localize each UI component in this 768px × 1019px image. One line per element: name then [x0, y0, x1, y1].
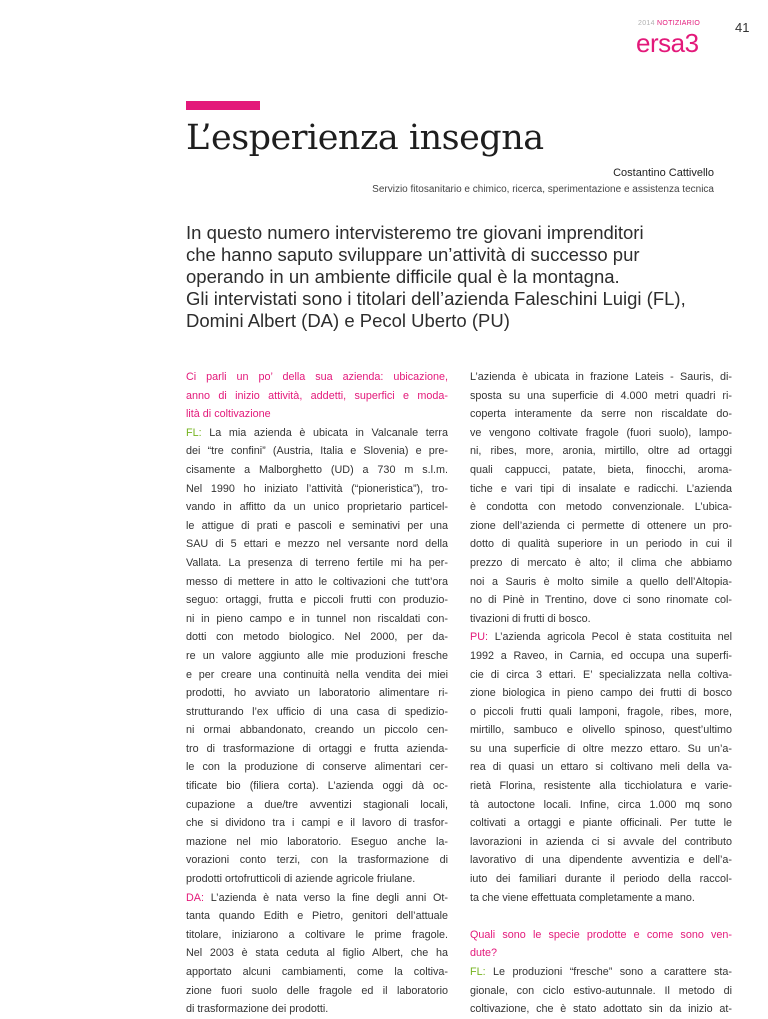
- speaker-tag-pu: PU:: [470, 631, 488, 644]
- body-line: rea di quasi un ettaro si coltivano meli della va-: [470, 761, 732, 774]
- body-line: zione fuori suolo delle fragole ed il laboratorio: [186, 984, 448, 997]
- body-line: che si dividono tra i campi e il lavoro di trasfor-: [186, 817, 448, 830]
- body-line: seguo: ortaggi, frutta e piccoli frutti con produzio-: [186, 594, 448, 607]
- body-line: iuto dei familiari durante il periodo della raccol-: [470, 873, 732, 886]
- body-line: prezzo di mercato è alto; il clima che abbiamo: [470, 556, 732, 569]
- body-line: dotto di qualità superiore in un periodo in cui il: [470, 538, 732, 551]
- body-line: lavorativo di una dipendente avventizia e dell’a-: [470, 854, 732, 867]
- body-line: di trasformazione dei prodotti.: [186, 1003, 329, 1016]
- answer-text: La mia azienda è ubicata in Valcanale terra: [201, 426, 448, 439]
- question-line: dute?: [470, 947, 498, 960]
- body-line: cie di circa 3 ettari. E’ specializzata nella coltiva-: [470, 668, 732, 681]
- body-line: SAU di 5 ettari e mezzo nel versante nord della: [186, 538, 448, 551]
- body-line: ni in pieno campo e in tunnel non riscaldati con-: [186, 612, 448, 625]
- body-line: strutturando l’ex ufficio di una casa di spedizio-: [186, 705, 448, 718]
- body-line: coltivati a ortaggi e piante officinali. Per tutte le: [470, 817, 732, 830]
- body-line: ta che viene effettuata completamente a mano.: [470, 891, 695, 904]
- body-line: mirtillo, sambuco e olivello spinoso, quest’ultimo: [470, 724, 732, 737]
- question-line: Ci parli un po’ della sua azienda: ubicazione,: [186, 371, 448, 383]
- lead-line: Gli intervistati sono i titolari dell’azienda Faleschini Luigi (FL),: [186, 288, 686, 309]
- lead-line: che hanno saputo sviluppare un’attività di successo pur: [186, 244, 640, 265]
- body-line: noi a Sauris è molto simile a quello dell’Altopia-: [470, 575, 732, 588]
- speaker-tag-da: DA:: [186, 891, 204, 904]
- body-line: Nel 1990 ho iniziato l’attività (“pioneristica”), tro-: [186, 482, 448, 495]
- body-line: dotti con metodo biologico. Nel 2000, per da-: [186, 631, 448, 644]
- body-line: Vallata. La presenza di terreno fertile mi ha per-: [186, 556, 448, 569]
- body-line: tanta quando Edith e Pietro, genitori dell’attuale: [186, 910, 448, 923]
- body-line: coperta interamente da serre non riscaldate do-: [470, 408, 732, 421]
- article-lead: [186, 222, 726, 332]
- answer-text: L’azienda è nata verso la fine degli anni Ot-: [204, 891, 448, 904]
- body-line: su una superficie di oltre mezzo ettaro. Su un’a-: [470, 742, 732, 755]
- lead-line: Domini Albert (DA) e Pecol Uberto (PU): [186, 310, 510, 331]
- body-line: vando in affitto da un unico proprietario particel-: [186, 501, 448, 514]
- body-column-right: [470, 368, 732, 1019]
- body-line: tiche e vari tipi di insalate e radicchi. L’azienda: [470, 482, 732, 495]
- body-line: [470, 628, 732, 647]
- body-line: tà autoctone locali. Infine, circa 1.000 mq sono: [470, 798, 732, 811]
- body-line: dei “tre confini” (Austria, Italia e Slovenia) e pre-: [186, 445, 448, 458]
- body-line: quali cappucci, patate, bieta, finocchi, aroma-: [470, 463, 732, 476]
- body-line: ni ormai abbandonato, creando un piccolo cen-: [186, 724, 448, 737]
- page-number: 41: [735, 20, 750, 35]
- paragraph-gap: [470, 907, 732, 926]
- body-line: zione biologica in pieno campo dei frutti di bosco: [470, 687, 732, 700]
- body-line: le attigue di prati e pascoli e seminativi per una: [186, 519, 448, 532]
- body-line: messo di mettere in atto le coltivazioni che tutt’ora: [186, 575, 448, 588]
- brand-year: 2014: [638, 20, 655, 27]
- brand-notiziario: NOTIZIARIO: [657, 20, 701, 27]
- body-line: e per creare una continuità nella vendita dei miei: [186, 668, 448, 681]
- lead-line: In questo numero intervisteremo tre giovani imprenditori: [186, 222, 644, 243]
- article-author: Costantino Cattivello: [613, 167, 714, 179]
- body-line: o piccoli frutti quali lamponi, fragole, ribes, more,: [470, 705, 732, 718]
- brand-tagline: [638, 20, 700, 27]
- body-line: vorazioni conto terzi, con la trasformazione di: [186, 854, 448, 867]
- body-line: è condotta con metodo convenzionale. L’ubica-: [470, 501, 732, 514]
- body-line: rietà Florina, resistente alla ticchiolatura e varie-: [470, 780, 732, 793]
- magazine-brand: [636, 16, 748, 58]
- body-line: le con la produzione di conserve alimentari cer-: [186, 761, 448, 774]
- body-line: re un valore aggiunto alle mie produzioni fresche: [186, 649, 448, 662]
- body-line: [186, 424, 448, 443]
- article-title: L’esperienza insegna: [186, 118, 544, 158]
- body-line: tivazioni di frutti di bosco.: [470, 612, 591, 625]
- body-line: gionale, con ciclo estivo-autunnale. Il metodo di: [470, 984, 732, 997]
- body-line: cisamente a Malborghetto (UD) a 730 m s.l.m.: [186, 463, 448, 476]
- body-line: cupazione a due/tre avventizi stagionali locali,: [186, 798, 448, 811]
- body-line: L’azienda è ubicata in frazione Lateis - Sauris, di-: [470, 371, 732, 383]
- body-line: 1992 a Raveo, in Carnia, ed occupa una superfi-: [470, 649, 732, 662]
- body-line: mazione nel mio laboratorio. Eseguo anche la-: [186, 835, 448, 848]
- body-line: tro di trasformazione di ortaggi e frutta azienda-: [186, 742, 448, 755]
- body-line: sposta su una superficie di 4.000 metri quadri ri-: [470, 389, 732, 402]
- body-line: zione dell’azienda ci permette di ottenere un pro-: [470, 519, 732, 532]
- question-line: lità di coltivazione: [186, 408, 271, 421]
- title-accent-bar: [186, 101, 260, 110]
- question-line: Quali sono le specie prodotte e come sono ven-: [470, 928, 732, 941]
- body-line: ni, ribes, more, aronia, mirtillo, oltre ad ortaggi: [470, 445, 732, 458]
- body-line: titolare, iniziarono a coltivare le prime fragole.: [186, 928, 448, 941]
- body-line: no di Pinè in Trentino, dove ci sono rinomate col-: [470, 594, 732, 607]
- brand-logo: ersa3: [636, 28, 699, 58]
- body-line: ve vengono coltivate fragole (fuori suolo), lampo-: [470, 426, 732, 439]
- body-line: [470, 963, 732, 982]
- body-line: Nel 2003 è stata ceduta al figlio Albert, che ha: [186, 947, 448, 960]
- body-line: prodotti, ho avviato un laboratorio alimentare ri-: [186, 687, 448, 700]
- answer-text: L’azienda agricola Pecol è stata costituita nel: [488, 631, 732, 644]
- body-column-left: [186, 368, 448, 1019]
- body-line: [186, 889, 448, 908]
- author-affiliation: Servizio fitosanitario e chimico, ricerca, sperimentazione e assistenza tecnica: [372, 184, 714, 195]
- question-line: anno di inizio attività, addetti, superfici e moda-: [186, 389, 448, 402]
- answer-text: Le produzioni “fresche” sono a carattere sta-: [485, 966, 732, 978]
- speaker-tag-fl: FL:: [186, 426, 202, 439]
- speaker-tag-fl: FL:: [470, 966, 486, 978]
- body-line: lavorazioni in azienda ci si avvale del contributo: [470, 835, 732, 848]
- body-line: prodotti ortofrutticoli di aziende agricole friulane.: [186, 873, 416, 886]
- body-line: coltivazione, che è stato adottato sin da inizio at-: [470, 1003, 732, 1016]
- lead-line: operando in un ambiente difficile qual è la montagna.: [186, 266, 620, 287]
- body-line: apportato alcuni cambiamenti, come la coltiva-: [186, 966, 448, 978]
- body-line: tificate bio (filiera corta). L’azienda oggi dà oc-: [186, 780, 448, 793]
